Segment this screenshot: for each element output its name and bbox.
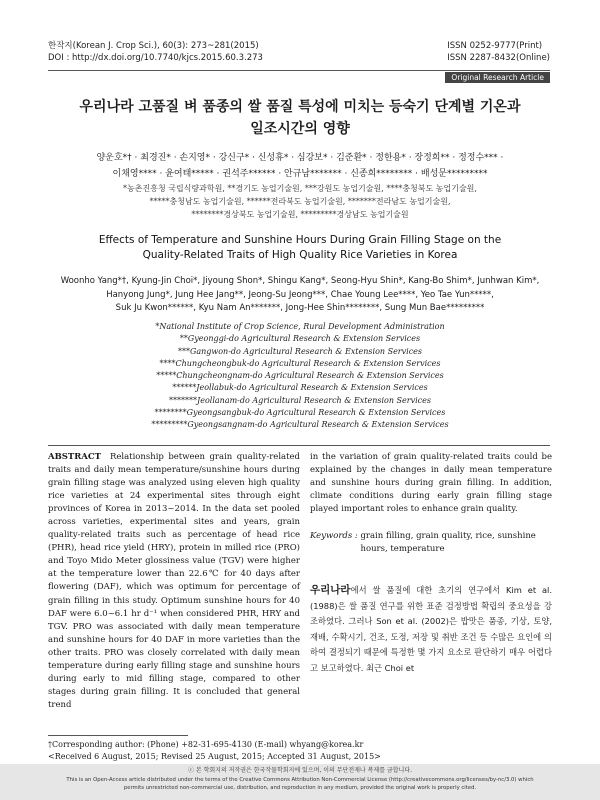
- keywords-label: Keywords :: [310, 531, 358, 541]
- doi-link[interactable]: DOI : http://dx.doi.org/10.7740/kjcs.2015.60.3.273: [48, 53, 263, 63]
- korean-title-line: 일조시간의 영향: [250, 121, 350, 137]
- corresponding-author: †Corresponding author: (Phone) +82-31-695-4130 (E-mail) whyang@korea.kr: [48, 740, 364, 749]
- license-notice: [50, 776, 550, 792]
- body-text: 에서 쌀 품질에 대한 초기의 연구에서 Kim et al. (1988)은 쌀 품질 연구를 위한 표준 검정방법 확립의 중요성을 강조하였다. 그러나 Son et al. (2002)은 밥맛은 품종, 기상, 토양, 재배, 수확시기, 건조, 도정, 저장 및 취반 조건 등 수많은 요인에 의하여 결정되기 때문에 특정한 몇 가지 요소로 판단하기 매우 어렵다고 보고하였다. 최근 Choi et: [310, 585, 552, 673]
- korean-affiliations: [60, 182, 540, 221]
- affiliation-item: *******Jeollanam-do Agricultural Research & Extension Services: [169, 395, 431, 405]
- english-title: [48, 233, 552, 263]
- english-title-line: Quality-Related Traits of High Quality Rice Varieties in Korea: [142, 249, 458, 261]
- abstract-text-continued: in the variation of grain quality-related traits could be explained by the changes in daily mean temperature and sunshine hours during grain filling. In addition, climate conditions during early grain filling stage played important roles to enhance grain quality.: [310, 452, 552, 515]
- keywords-text: grain filling, grain quality, rice, sunshine hours, temperature: [360, 531, 536, 554]
- abstract-divider: [48, 445, 550, 446]
- affiliation-item: **Gyeonggi-do Agricultural Research & Extension Services: [179, 334, 421, 344]
- issn-print: ISSN 0252-9777(Print): [447, 41, 543, 51]
- affiliation-item: *****Chungcheongnam-do Agricultural Research & Extension Services: [156, 371, 444, 381]
- affiliation-item: ******Jeollabuk-do Agricultural Research & Extension Services: [172, 383, 428, 393]
- license-line: permits unrestricted non-commercial use, distribution, and reproduction in any medium, provided the original work is properly cited.: [123, 785, 477, 791]
- korean-authors: [50, 150, 550, 182]
- journal-header: [48, 40, 263, 64]
- korean-title-line: 우리나라 고품질 벼 품종의 쌀 품질 특성에 미치는 등숙기 단계별 기온과: [79, 99, 521, 115]
- english-authors: [38, 275, 562, 316]
- affiliation-item: *********Gyeongsangnam-do Agricultural Research & Extension Services: [151, 420, 449, 430]
- english-affiliations: [60, 321, 540, 432]
- abstract-text: Relationship between grain quality-related traits and daily mean temperature/sunshine hours during grain filling stage was analyzed using eleven high quality rice varieties at 24 experimental sites through eight provinces of Korea in 2013~2014. In the data set pooled across varieties, experimental sites and years, grain quality-related traits such as percentage of head rice (PHR), head rice yield (HRY), protein in milled rice (PRO) and Toyo Mido Meter glossiness value (TGV) were higher at the temperature lower than 22.6℃ for 40 days after flowering (DAF), which was optimum for percentage of grain filling in this study. Optimum sunshine hours for 40 DAF were 6.0~6.1 hr d⁻¹ when considered PHR, HRY and TGV. PRO was associated with daily mean temperature and sunshine hours for 40 DAF in more varieties than the other traits. PRO was closely correlated with daily mean temperature during early filling stage and sunshine hours during early to mid filling stage, compared to other stages during grain filling. It is concluded that general trend: [48, 452, 300, 710]
- license-line: This is an Open-Access article distributed under the terms of the Creative Commons Attribution Non-Commercial License (http://creativecommons.org/licenses/by-nc/3.0) which: [66, 777, 534, 783]
- abstract-left-column: [48, 451, 300, 712]
- article-type-badge: Original Research Article: [445, 72, 550, 83]
- affiliation-item: *National Institute of Crop Science, Rural Development Administration: [155, 322, 445, 331]
- korean-affiliation-line: ********경상북도 농업기술원, *********경상남도 농업기술원: [191, 210, 409, 219]
- korean-affiliation-line: *****충청남도 농업기술원, ******전라북도 농업기술원, *******전라남도 농업기술원,: [149, 197, 451, 206]
- korean-author-line: 이채영**** · 윤여태***** · 권석주****** · 안규남******* · 신종희******** · 배성문*********: [112, 169, 488, 179]
- issn-online: ISSN 2287-8432(Online): [447, 53, 550, 63]
- english-author-line: Suk Ju Kwon******, Kyu Nam An*******, Jong-Hee Shin********, Sung Mun Bae*********: [115, 303, 485, 313]
- affiliation-item: ********Gyeongsangbuk-do Agricultural Research & Extension Services: [154, 408, 446, 418]
- keywords: [310, 530, 552, 556]
- footnote-divider: [48, 735, 188, 736]
- abstract-label: ABSTRACT: [48, 452, 101, 462]
- copyright-korean: ⓒ 본 학회지의 저작권은 한국작물학회지에 있으며, 이의 무단전재나 복제를 금합니다.: [187, 767, 413, 774]
- body-intro: [310, 583, 552, 676]
- english-author-line: Hanyong Jung*, Jung Hee Jang**, Jeong-Su Jeong***, Chae Young Lee****, Yeo Tae Yun*****,: [106, 289, 494, 300]
- affiliation-item: ****Chungcheongbuk-do Agricultural Research & Extension Services: [159, 358, 441, 368]
- header-divider: [48, 70, 550, 71]
- received-dates: <Received 6 August, 2015; Revised 25 August, 2015; Accepted 31 August, 2015>: [48, 752, 381, 761]
- abstract-right-column: [310, 451, 552, 516]
- korean-author-line: 양운호*† · 최경진* · 손지영* · 강신구* · 신성휴* · 심강보* · 김준환* · 정한용* · 장정희** · 정정수*** ·: [96, 153, 504, 163]
- issn-block: [447, 40, 550, 64]
- english-title-line: Effects of Temperature and Sunshine Hours During Grain Filling Stage on the: [98, 234, 502, 246]
- journal-citation: 한작지(Korean J. Crop Sci.), 60(3): 273~281(2015): [48, 41, 259, 51]
- body-lead-word: 우리나라: [310, 584, 351, 596]
- korean-title: [60, 96, 540, 140]
- korean-affiliation-line: *농촌진흥청 국립식량과학원, **경기도 농업기술원, ***강원도 농업기술원, ****충청북도 농업기술원,: [123, 184, 477, 193]
- affiliation-item: ***Gangwon-do Agricultural Research & Extension Services: [177, 346, 423, 356]
- english-author-line: Woonho Yang*†, Kyung-Jin Choi*, Jiyoung Shon*, Shingu Kang*, Seong-Hyu Shin*, Kang-Bo Shim*, Junhwan Kim*,: [60, 276, 540, 286]
